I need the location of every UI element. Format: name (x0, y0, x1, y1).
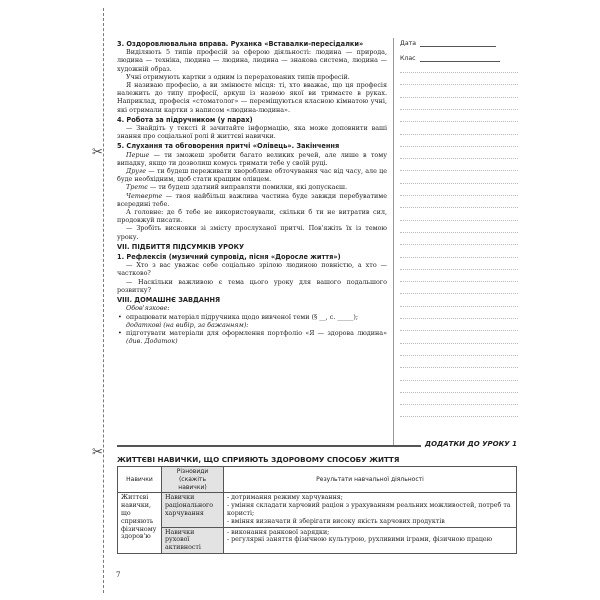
homework-required-label: Обов'язкове: (126, 304, 170, 313)
note-line (400, 220, 518, 221)
note-line (400, 195, 518, 196)
table-cell-kind: Навички рухової активності (162, 527, 224, 553)
note-line (400, 257, 518, 258)
homework-item-text: підготувати матеріали для оформлення портфоліо «Я — здорова людина» (126, 328, 387, 337)
scissors-icon: ✂ (92, 445, 103, 460)
table-cell-results (224, 493, 517, 527)
note-line (400, 343, 518, 344)
note-line (400, 232, 518, 233)
paragraph-text: — ти будеш переживати хворобливе обточування час від часу, але це буде необхідним, щоб стати кращим олівцем. (117, 167, 387, 184)
paragraph (117, 151, 387, 167)
paragraph-text: — ти будеш здатний виправляти помилки, які допускаєш. (147, 183, 348, 192)
class-label: Клас (400, 55, 416, 62)
table-cell-kind: Навички раціонального харчування (162, 493, 224, 527)
table-cell-group: Життєві навички, що сприяють фізичному здоров'ю (118, 493, 162, 554)
homework-item: • опрацювати матеріал підручника щодо вивченої теми (§ __, с. _____); (117, 313, 387, 321)
note-line (400, 97, 518, 98)
note-line (400, 269, 518, 270)
note-line (400, 355, 518, 356)
table-header-row (118, 467, 517, 493)
paragraph (117, 192, 387, 208)
skills-table (117, 466, 517, 554)
margin-divider (393, 38, 394, 446)
section-heading: 4. Робота за підручником (у парах) (117, 115, 253, 124)
date-label: Дата (400, 40, 417, 47)
homework-optional-label: додаткові (на вибір, за бажанням): (126, 320, 249, 329)
note-line (400, 404, 518, 405)
paragraph (117, 167, 387, 183)
table-cell-results (224, 527, 517, 553)
class-field[interactable] (400, 55, 518, 62)
paragraph-text: — ти зможеш зробити багато великих речей, але лише в тому випадку, якщо ти дозволиш комусь тримати тебе у своїй руці. (117, 150, 387, 167)
note-line (400, 367, 518, 368)
cut-line (103, 8, 104, 593)
note-line (400, 134, 518, 135)
appendix-label: ДОДАТКИ ДО УРОКУ 1 (421, 440, 517, 448)
page-number: 7 (116, 571, 121, 579)
note-line (400, 380, 518, 381)
homework-item-note: (див. Додаток) (126, 337, 178, 346)
paragraph: Учні отримують картки з одним із перерахованих типів професій. (126, 72, 350, 81)
paragraph: — Знайдіть у тексті й зачитайте інформацію, яка може доповнити ваші знання про соціальної ролі й життєві навички. (117, 124, 387, 141)
result-line: - дотримання режиму харчування; (227, 494, 343, 502)
section-heading: 3. Оздоровлювальна вправа. Руханка «Вставалки-пересідалки» (117, 40, 364, 48)
note-line (400, 170, 518, 171)
note-line (400, 158, 518, 159)
note-line (400, 109, 518, 110)
note-line (400, 207, 518, 208)
note-line (400, 293, 518, 294)
note-line (400, 281, 518, 282)
lead-word: Третє (126, 183, 148, 192)
lead-word: Перше (126, 150, 150, 159)
column-header: Навички (118, 467, 162, 493)
note-line (400, 121, 518, 122)
column-header: Різновиди (скажіть навички) (162, 467, 224, 493)
section-heading: 5. Слухання та обговорення притчі «Олівець». Закінчення (117, 142, 340, 151)
section-heading: 1. Рефлексія (музичний супровід, пісня «Доросле життя») (117, 253, 341, 262)
paragraph-text: — твоя найбільш важлива частина буде завжди перебуватиме всередині тебе. (117, 191, 387, 208)
table-row (118, 527, 517, 553)
note-line (400, 306, 518, 307)
result-line: - виконання ранкової зарядки; (227, 528, 330, 536)
paragraph (117, 183, 387, 191)
paragraph: Виділяють 5 типів професій за сферою діяльності: людина — природа, людина — техніка, людина — людина, людина — знакова система, людина — художній образ. (117, 48, 387, 73)
scissors-icon: ✂ (92, 145, 103, 160)
homework-item (117, 329, 387, 345)
lead-word: Четверте (126, 191, 163, 200)
lesson-content (117, 40, 387, 345)
note-line (400, 183, 518, 184)
note-line (400, 318, 518, 319)
date-field[interactable] (400, 40, 518, 47)
lead-word: Друге (126, 167, 147, 176)
note-line (400, 330, 518, 331)
result-line: - вміння визначати й зберігати високу якість харчових продуктів (227, 517, 445, 525)
section-heading: VIII. ДОМАШНЄ ЗАВДАННЯ (117, 296, 221, 305)
note-line (400, 72, 518, 73)
paragraph: Я називаю професію, а ви змінюєте місця: ті, хто вважає, що ця професія належить до типу професії, аркуш із назвою якої ви тримаєте в руках. Наприклад, професія «стоматолог» — переміщуються класною кімнатою учні, які отримали картки з написом «людина-людина». (117, 81, 387, 114)
result-line: - уміння складати харчовий раціон з урахуванням реальних можливостей, потреб та користі; (227, 502, 511, 517)
note-line (400, 416, 518, 417)
appendix-header (117, 440, 517, 452)
table-row (118, 493, 517, 527)
column-header: Результати навчальної діяльності (224, 467, 517, 493)
note-line (400, 146, 518, 147)
paragraph: — Наскільки важливою є тема цього уроку для вашого подальшого розвитку? (117, 277, 387, 294)
appendix-title: ЖИТТЄВІ НАВИЧКИ, ЩО СПРИЯЮТЬ ЗДОРОВОМУ СПОСОБУ ЖИТТЯ (117, 455, 400, 464)
paragraph: — Зробіть висновки зі змісту прослуханої притчі. Пов'яжіть їх із темою уроку. (117, 224, 387, 241)
paragraph: — Хто з вас уважає себе соціально зрілою людиною повністю, а хто — частково? (117, 261, 387, 278)
note-line (400, 84, 518, 85)
result-line: - регулярні заняття фізичною культурою, рухливими іграми, фізичною працею (227, 536, 493, 544)
section-heading: VII. ПІДБИТТЯ ПІДСУМКІВ УРОКУ (117, 242, 245, 251)
note-line (400, 392, 518, 393)
note-line (400, 244, 518, 245)
paragraph: А головне: де б тебе не використовували, скільки б ти не витратив сил, продовжуй писати. (117, 208, 387, 225)
